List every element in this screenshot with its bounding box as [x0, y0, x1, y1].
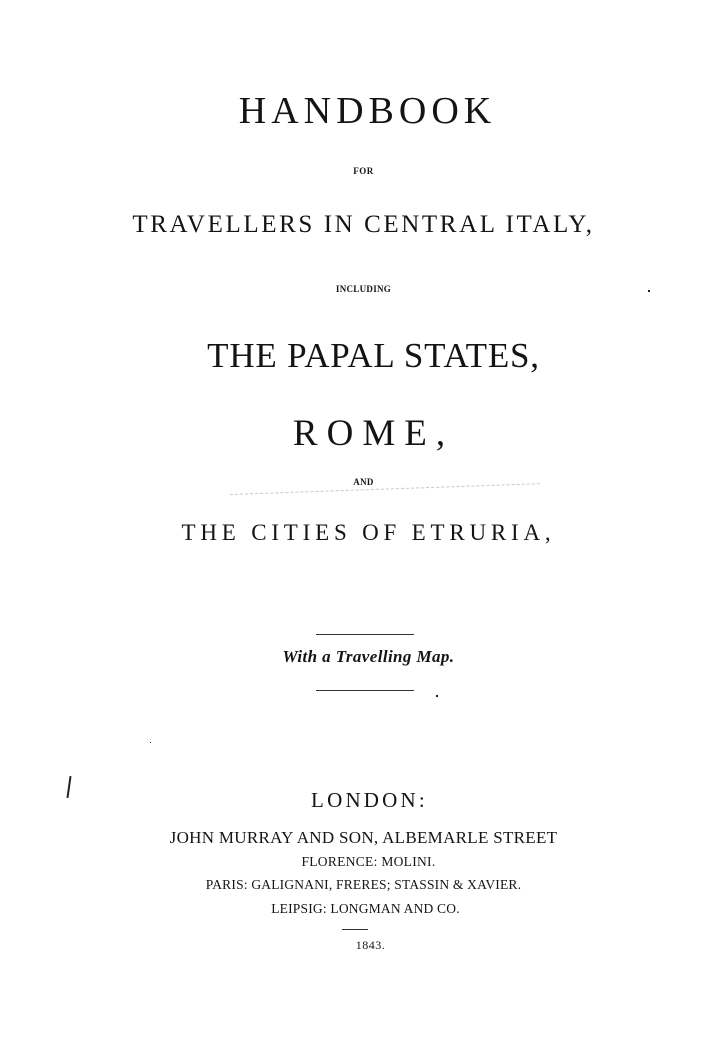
- imprint-leipsig: LEIPSIG: LONGMAN AND CO.: [271, 901, 460, 916]
- rule-above-year: [342, 929, 368, 930]
- scan-speck: [648, 290, 650, 292]
- book-subtitle: TRAVELLERS IN CENTRAL ITALY,: [132, 211, 595, 238]
- imprint-year: 1843.: [355, 938, 386, 952]
- rule-below-map-note: [316, 690, 414, 691]
- map-note: With a Travelling Map.: [282, 647, 455, 666]
- imprint-publisher: JOHN MURRAY AND SON, ALBEMARLE STREET: [169, 828, 558, 847]
- scan-speck: [150, 742, 151, 743]
- book-title: HANDBOOK: [238, 90, 497, 132]
- connector-for: FOR: [353, 166, 374, 176]
- subtitle-rome: ROME,: [292, 413, 455, 454]
- imprint-florence: FLORENCE: MOLINI.: [301, 854, 436, 869]
- connector-including: INCLUDING: [335, 284, 392, 294]
- imprint-paris: PARIS: GALIGNANI, FRERES; STASSIN & XAVIER.: [205, 877, 522, 892]
- connector-and: AND: [353, 477, 374, 487]
- imprint-city: LONDON:: [311, 788, 428, 812]
- rule-above-map-note: [316, 634, 414, 635]
- subtitle-papal-states: THE PAPAL STATES,: [207, 336, 540, 375]
- scan-speck: [436, 695, 438, 697]
- subtitle-cities-of-etruria: THE CITIES OF ETRURIA,: [181, 520, 556, 545]
